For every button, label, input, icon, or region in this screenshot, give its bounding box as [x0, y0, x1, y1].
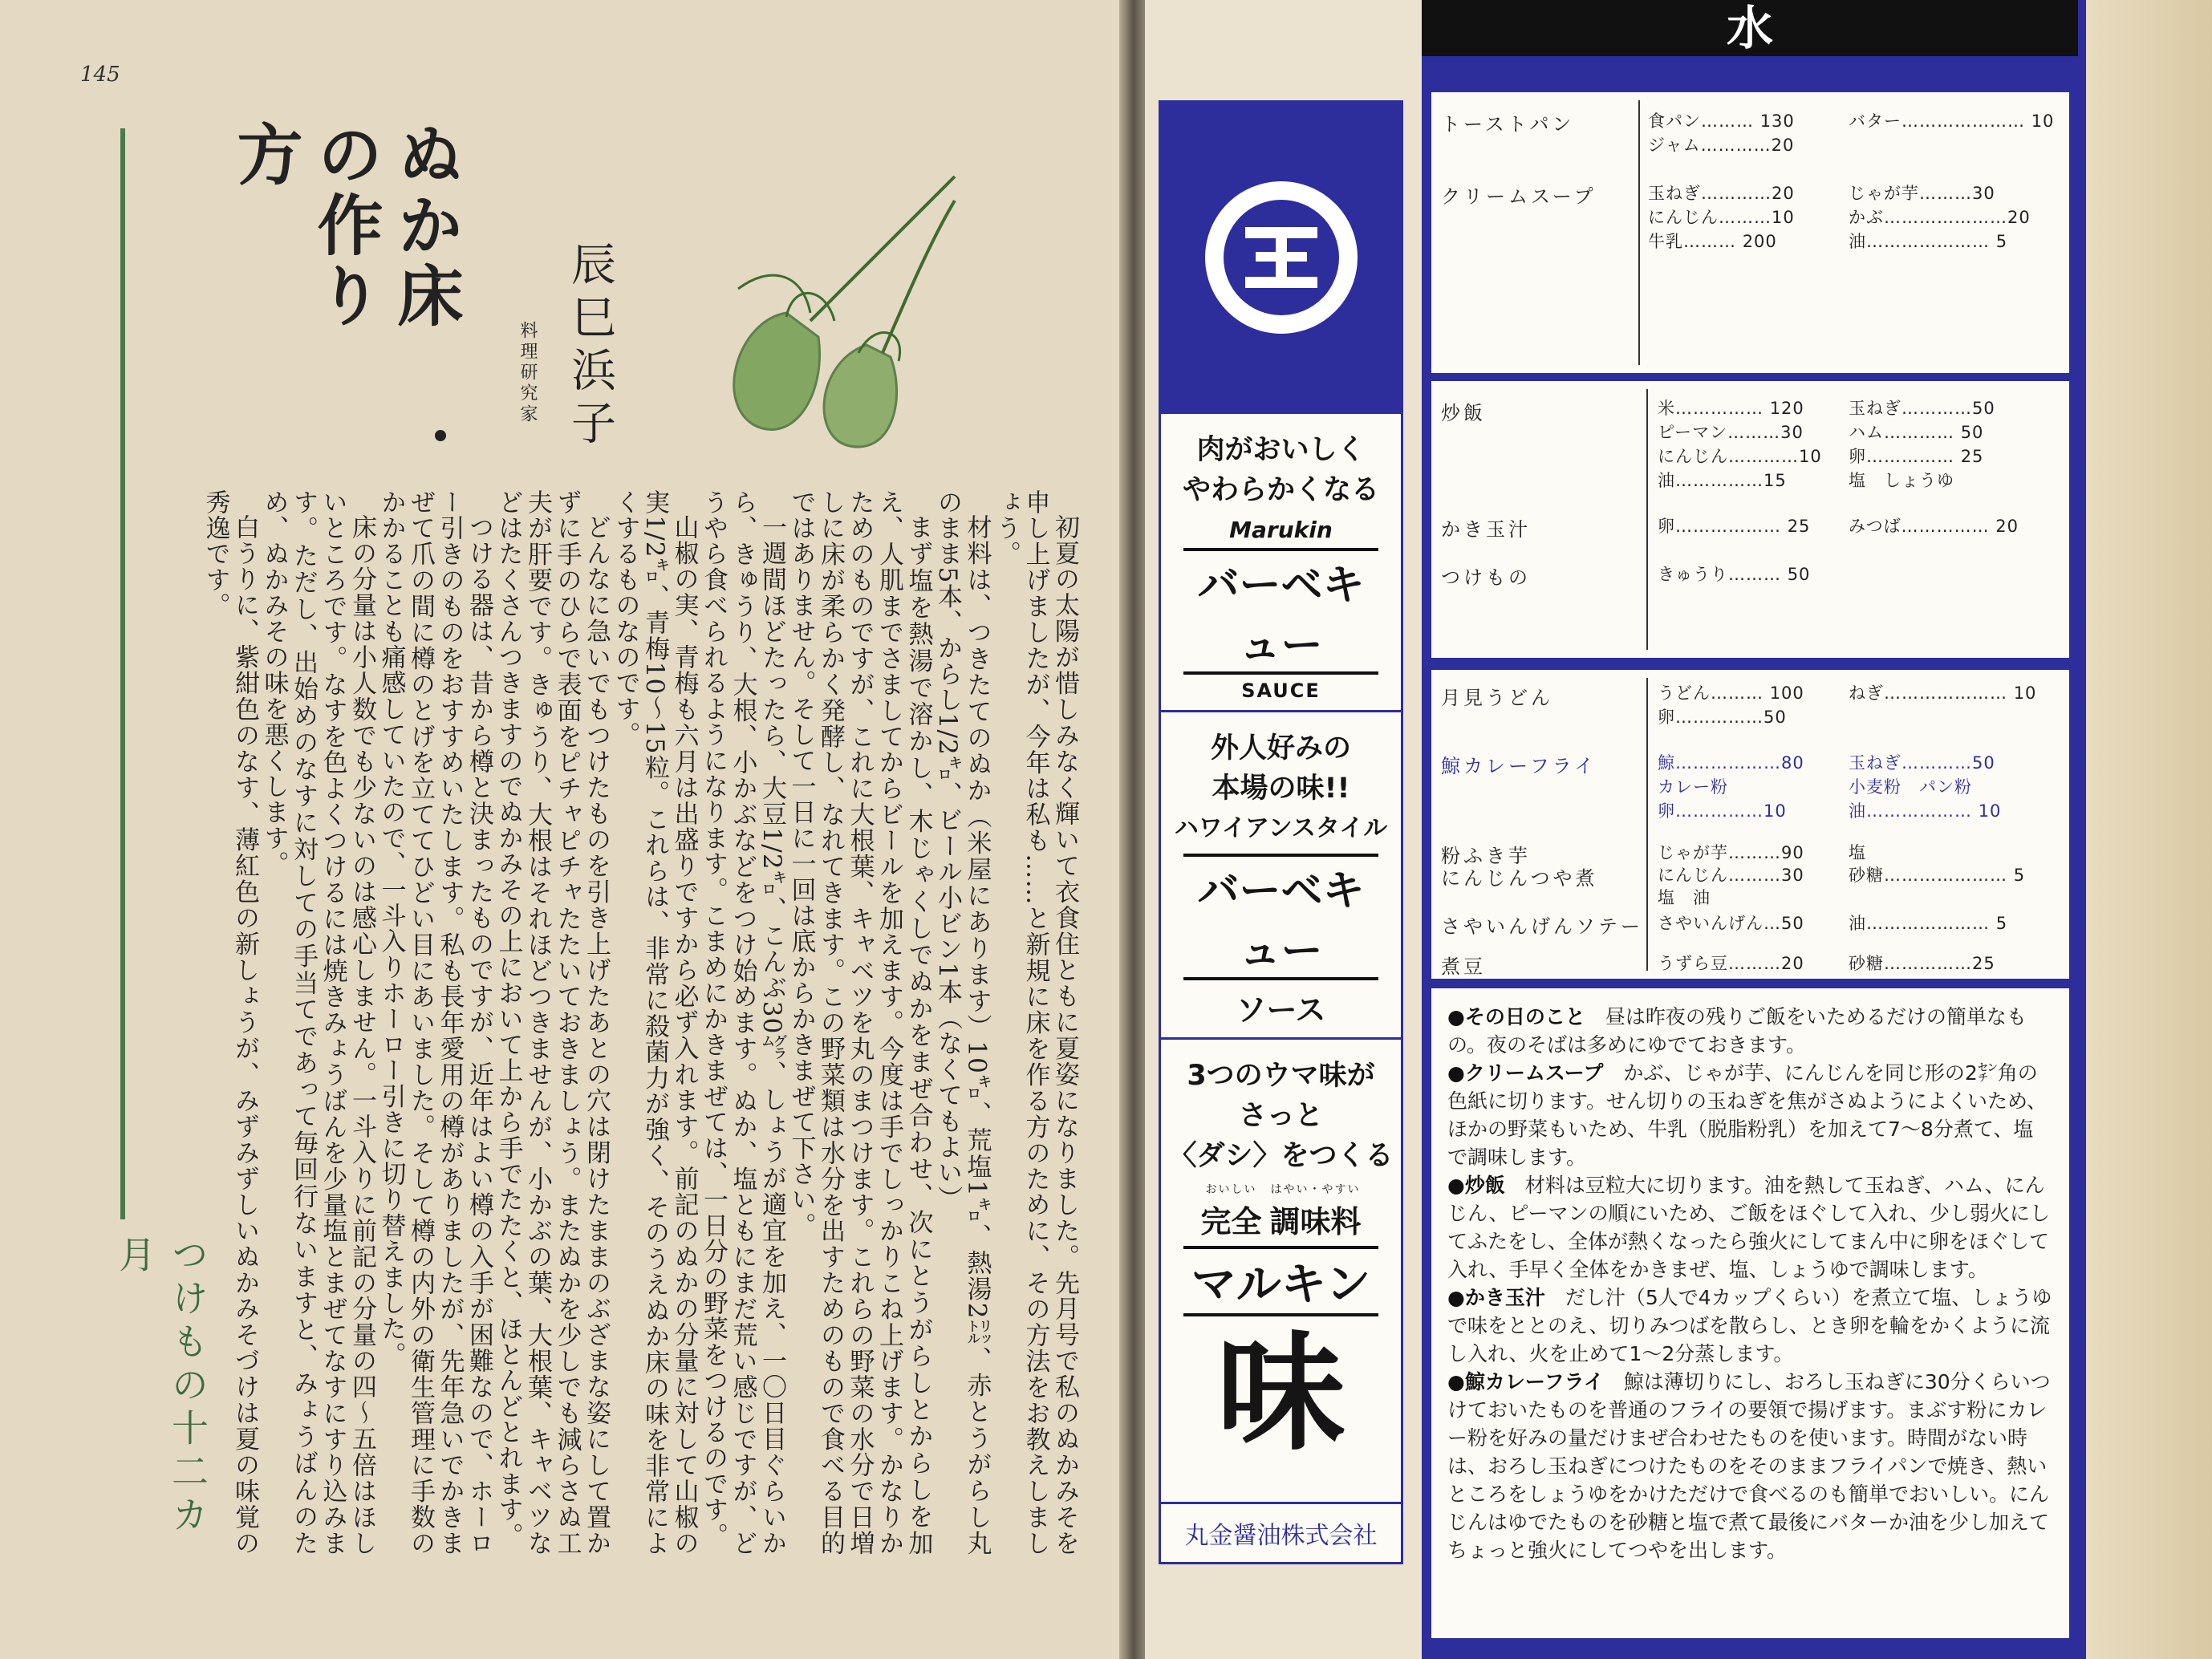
- book-gutter: [1119, 0, 1145, 1659]
- ad-headline: 3つのウマ味が: [1187, 1060, 1375, 1092]
- ingredient: じゃが芋………30: [1849, 184, 1995, 203]
- page-number: 145: [80, 63, 120, 87]
- cooking-notes: [1431, 988, 2069, 1638]
- paragraph: 白うりに、紫紺色のなす、薄紅色の新しょうが、みずみずしいぬかみそづけは夏の味覚の秀逸です。: [201, 489, 259, 1556]
- ingredient: 卵…………… 25: [1849, 447, 1984, 466]
- ingredient: 油………………… 5: [1849, 232, 2008, 251]
- day-header: 水: [1422, 0, 2078, 56]
- ingredient: 卵……………50: [1658, 708, 1787, 727]
- paragraph: まず塩を熱湯で溶かし、木じゃくしでぬかをまぜ合わせ、次にとうがらしとからしを加え、人肌までさましてからビールを加えます。今度は手でしっかりこね上げます。かなりかためのものですが、これに大根葉、キャベツを丸のまつけます。これらの野菜の水分で日増しに床が柔らかく発酵し、なれてきます。この野菜類は水分を出すためのもので食べる目的ではありません。そして一日に一回は底からかきまぜて下さい。: [786, 489, 933, 1556]
- ad-product: バーベキュー: [1183, 854, 1378, 980]
- paragraph: 初夏の太陽が惜しみなく輝いて衣食住ともに夏姿になりました。先月号で私のぬかみそを申し上げましたが、今年は私も……と新規に床を作る方のために、その方法をお教えしましょう。: [992, 489, 1079, 1556]
- ad-headline: 本場の味!!: [1212, 773, 1350, 805]
- note: ●炒飯 材料は豆粒大に切ります。油を熱して玉ねぎ、ハム、にんじん、ピーマンの順にいため、ご飯をほぐして入れ、少し弱火にしてふたをし、全体が熱くなったら強火にしてまん中に卵をほぐして入れ、手早く全体をかきまぜ、塩、しょうゆで調味します。: [1447, 1174, 2051, 1281]
- author-name: 辰巳浜子: [564, 241, 616, 452]
- ingredient: 小麦粉 パン粉: [1849, 777, 1972, 797]
- ad-seasoning-row: [1161, 1181, 1401, 1241]
- ingredient: きゅうり……… 50: [1658, 565, 1811, 584]
- ingredient: ピーマン………30: [1658, 423, 1804, 442]
- note: ●鯨カレーフライ 鯨は薄切りにし、おろし玉ねぎに30分くらいつけておいたものを普通のフライの要領で揚げます。まぶす粉にカレー粉を好みの量だけまぜ合わせたものを使います。時間がない時は、おろし玉ねぎにつけたものをそのままフライパンで焼き、熱いところをしょうゆをかけただけで食べるのも簡単でおいしい。にんじんはゆでたものを砂糖と塩で煮て最後にバターか油を少し加えてちょっと強火にしてつやを出します。: [1447, 1370, 2051, 1562]
- paragraph: 一週間ほどたったら、大豆1/2㌔、こんぶ30㌘、しょうが適宜を加え、一〇日目ぐらいから、きゅうり、大根、小かぶなどをつけ始めます。ぬか、塩ともにまだ荒い感じですが、どうやら食べられるようになります。こまめにかきまぜては、一日分の野菜をつけるのです。: [699, 489, 786, 1556]
- section-title: つけもの十二カ月: [113, 1235, 209, 1539]
- dish-name: つけもの: [1441, 566, 1531, 589]
- ingredient: 米…………… 120: [1658, 399, 1804, 418]
- ingredient: ねぎ………………… 10: [1849, 683, 2037, 703]
- dish-name: 煮豆: [1441, 955, 1486, 978]
- menu-panel: [1422, 0, 2078, 1659]
- dinner-box: [1431, 670, 2069, 979]
- ad-brand-en: Marukin: [1229, 517, 1333, 543]
- eggplant-illustration: [690, 160, 979, 457]
- ad-bbq-section: [1161, 412, 1401, 710]
- dish-name: トーストパン: [1441, 113, 1575, 136]
- ingredient: みつば…………… 20: [1849, 517, 2019, 536]
- article-title: ぬか床の作り方: [226, 120, 464, 332]
- ingredient: 玉ねぎ…………50: [1849, 399, 1995, 418]
- divider: [1646, 678, 1648, 971]
- ingredient: 油……………… 10: [1849, 801, 2002, 821]
- green-rule: [120, 128, 125, 1219]
- ad-ruby: はやい・やすい: [1270, 1183, 1361, 1196]
- ingredient: 塩 しょうゆ: [1849, 471, 1954, 490]
- divider: [1646, 389, 1648, 650]
- ad-ruby: おいしい: [1205, 1183, 1257, 1196]
- ad-brand-jp: マルキン: [1183, 1246, 1378, 1316]
- dish-name: クリームスープ: [1441, 185, 1597, 208]
- ingredient: 鯨………………80: [1658, 753, 1804, 773]
- ad-headline: やわらかくなる: [1182, 474, 1379, 506]
- ad-headline: さっと: [1238, 1100, 1323, 1132]
- right-page: [1145, 0, 2212, 1659]
- ingredient: 油……………15: [1658, 471, 1787, 490]
- ingredient: かぶ…………………20: [1849, 208, 2031, 227]
- dish-name: 炒飯: [1441, 402, 1486, 424]
- bullet-dot: [435, 430, 446, 441]
- ingredient: ハム………… 50: [1849, 423, 1984, 442]
- ad-headline: 外人好みの: [1210, 732, 1351, 765]
- divider: [1638, 100, 1640, 365]
- author-role: 料理研究家: [517, 321, 538, 425]
- note: ●かき玉汁 だし汁（5人で4カップくらい）を煮立て塩、しょうゆで味をととのえ、切りみつばを散らし、とき卵を輪をかくように流し入れ、火を止めて1～2分蒸します。: [1447, 1286, 2052, 1365]
- paragraph: つける器は、昔から樽と決まったものですが、近年はよい樽の入手が困難なので、ホーロー引きのものをおすすめいたします。私も長年愛用の樽がありましたが、先年急いでかきまぜて爪の間に樽のとげを立ててひどい目にあいました。そして樽の内外の衛生管理に手数のかかることも痛感していたので、一斗入りホーロー引きに切り替えました。: [376, 489, 493, 1556]
- ad-product-sub: ソース: [1236, 992, 1326, 1028]
- paragraph: 山椒の実、青梅も六月は出盛りですから必ず入れます。前記のぬかの分量に対して山椒の実1/2㌔、青梅10～15粒。これらは、非常に殺菌力が強く、そのうえぬか床の味を非常によくするものなのです。: [611, 489, 699, 1556]
- lunch-box: [1431, 381, 2069, 658]
- ad-aji: 味: [1216, 1318, 1345, 1468]
- ingredient: 玉ねぎ…………50: [1849, 753, 1995, 773]
- dish-name: にんじんつや煮: [1441, 867, 1598, 890]
- ad-company: 丸金醤油株式会社: [1161, 1502, 1401, 1562]
- ingredient: さやいんげん…50: [1658, 914, 1804, 933]
- ad-seasoning: 調味料: [1269, 1204, 1362, 1239]
- ingredient: うどん……… 100: [1658, 683, 1804, 703]
- marukin-advertisement: [1159, 100, 1403, 1564]
- ingredient: 玉ねぎ…………20: [1648, 184, 1795, 203]
- ingredient: にんじん………10: [1648, 208, 1795, 227]
- ingredient: にんじん………30: [1658, 866, 1804, 885]
- note: ●クリームスープ かぶ、じゃが芋、にんじんを同じ形の2㌢角の色紙に切ります。せん切りの玉ねぎを焦がさぬようによくいため、ほかの野菜もいため、牛乳（脱脂粉乳）を加えて7～8分煮て、塩で調味します。: [1447, 1061, 2048, 1169]
- ingredient: 塩: [1849, 843, 1866, 862]
- ingredient: 卵……………… 25: [1658, 517, 1811, 536]
- ingredient: 塩 油: [1658, 888, 1711, 907]
- ingredient: 卵……………10: [1658, 801, 1787, 821]
- breakfast-box: [1431, 92, 2069, 373]
- ingredient: にんじん…………10: [1658, 447, 1822, 466]
- ingredient: 砂糖………………… 5: [1849, 866, 2026, 885]
- next-page-edge: [2078, 0, 2212, 1659]
- ingredient: バター………………… 10: [1849, 112, 2055, 131]
- ingredient: カレー粉: [1658, 777, 1728, 797]
- paragraph: 床の分量は小人数でも少ないのは感心しません。一斗入りに前記の分量の四～五倍はほしいところです。なすを色よくつけるには焼きみょうばんを少量塩とまぜてなすにすり込みます。ただし、出始めのなすに対しての手当てであって毎回行ないますと、みょうばんのため、ぬかみその味を悪くします。: [259, 489, 376, 1557]
- ingredient: 牛乳……… 200: [1648, 232, 1777, 251]
- dish-name: 鯨カレーフライ: [1441, 755, 1597, 777]
- paragraph: どんなに急いでもつけたものを引き上げたあとの穴は閉けたままのぶざまな姿にして置かずに手のひらで表面をピチャピチャたたいておきましょう。またぬかを少しでも減らさぬ工夫が肝要です。きゅうり、大根はそれほどつきませんが、小かぶの葉、大根葉、キャベツなどはたくさんつきますのでぬかみその上において上から手でたたくと、ほとんどとれます。: [493, 489, 611, 1556]
- dish-name: 粉ふき芋: [1441, 845, 1531, 867]
- note: ●その日のこと 昼は昨夜の残りご飯をいためるだけの簡単なもの。夜のそばは多めにゆでておきます。: [1447, 1005, 2027, 1057]
- ingredient: ジャム…………20: [1648, 136, 1795, 155]
- dish-name: かき玉汁: [1441, 518, 1531, 541]
- ad-product: バーベキュー: [1183, 548, 1378, 675]
- dish-name: さやいんげんソテー: [1441, 915, 1643, 938]
- ingredient: じゃが芋………90: [1658, 843, 1804, 862]
- ingredient: 砂糖……………25: [1849, 954, 1995, 973]
- ad-headline: ハワイアンスタイル: [1174, 814, 1388, 842]
- ad-complete: 完全: [1200, 1204, 1262, 1239]
- ad-headline: 肉がおいしく: [1196, 434, 1366, 466]
- marukin-logo-icon: [1161, 103, 1401, 412]
- dish-name: 月見うどん: [1441, 687, 1553, 709]
- ad-sauce-en: SAUCE: [1241, 679, 1321, 702]
- ingredient: 油………………… 5: [1849, 914, 2008, 933]
- ad-headline: 〈ダシ〉をつくる: [1168, 1140, 1394, 1172]
- ingredient: うずら豆………20: [1658, 954, 1804, 973]
- ingredient: 食パン……… 130: [1648, 112, 1795, 131]
- ad-aji-section: [1161, 1037, 1401, 1466]
- paragraph: 材料は、つきたてのぬか（米屋にあります）10㌔、荒塩1㌔、熱湯2㍑、赤とうがらし丸のまま5本、からし1/2㌔、ビール小ビン1本（なくてもよい）: [933, 489, 992, 1556]
- article-body: [164, 489, 1079, 1556]
- ad-hawaiian-section: [1161, 710, 1401, 1037]
